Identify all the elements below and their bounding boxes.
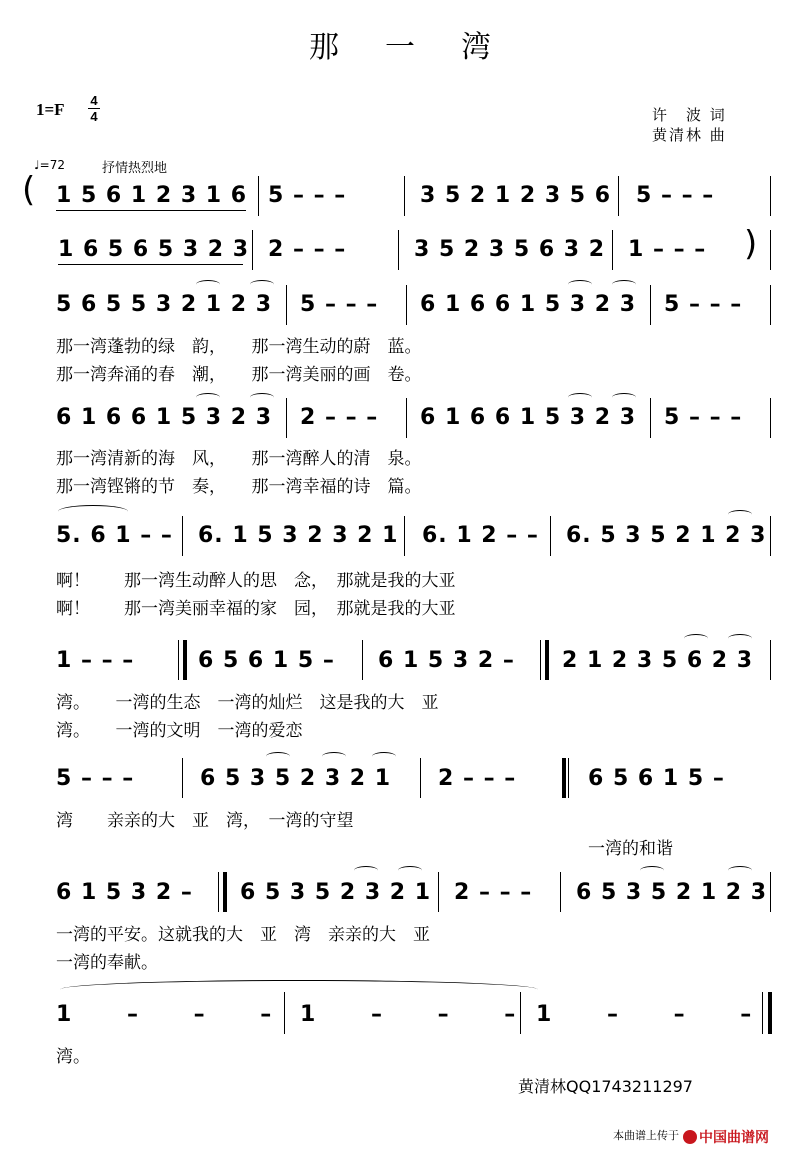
measure: 1 – – – [56, 1002, 296, 1027]
lyric-line: 湾。 [56, 1047, 90, 1067]
measure: 2 – – – [438, 766, 517, 791]
lyric-line: 啊！ 那一湾美丽幸福的家 园， 那就是我的大亚 [56, 599, 456, 619]
measure: 5 – – – [56, 766, 135, 791]
lyric-line: 湾。 一湾的生态 一湾的灿烂 这是我的大 亚 [56, 693, 439, 713]
close-paren: ) [744, 224, 758, 264]
lyric-line: 一湾的平安。这就我的大 亚 湾 亲亲的大 亚 [56, 925, 430, 945]
measure: 3 5 2 3 5 6 3 2 [414, 237, 606, 262]
measure: 6 1 6 6 1 5 3 2 3 [56, 405, 273, 430]
measure: 6 1 6 6 1 5 3 2 3 [420, 405, 637, 430]
measure: 5 – – – [664, 292, 743, 317]
measure: 1 – – – [300, 1002, 540, 1027]
measure: 6 1 5 3 2 – [378, 648, 515, 673]
measure: 6 5 6 1 5 – [588, 766, 725, 791]
measure: 6. 5 3 5 2 1 2 3 [566, 523, 767, 548]
lyric-line: 那一湾奔涌的春 潮， 那一湾美丽的画 卷。 [56, 365, 422, 385]
transcriber-credit: 黄清林QQ1743211297 [518, 1077, 693, 1096]
measure: 6. 1 5 3 2 3 2 1 [198, 523, 399, 548]
key-signature: 1=F [36, 100, 65, 119]
measure: 2 – – – [454, 880, 533, 905]
lyric-line: 湾。 一湾的文明 一湾的爱恋 [56, 721, 303, 741]
lyric-line: 那一湾清新的海 风， 那一湾醉人的清 泉。 [56, 449, 422, 469]
measure: 3 5 2 1 2 3 5 6 [420, 183, 612, 208]
measure: 2 – – – [268, 237, 347, 262]
measure: 6. 1 2 – – [422, 523, 539, 548]
tempo-marking: ♩=72 [34, 158, 65, 172]
measure: 6 5 3 5 2 3 2 1 [200, 766, 392, 791]
measure: 1 – – – [56, 648, 135, 673]
measure: 1 – – – [628, 237, 707, 262]
measure: 5 – – – [664, 405, 743, 430]
page-title: 那一湾 [309, 30, 537, 65]
lyric-line: 一湾的和谐 [588, 839, 673, 859]
upload-note: 本曲谱上传于 [613, 1129, 679, 1142]
measure: 1 – – – [536, 1002, 776, 1027]
logo-icon [683, 1130, 697, 1144]
measure: 6 1 5 3 2 – [56, 880, 193, 905]
lyric-line: 湾 亲亲的大 亚 湾， 一湾的守望 [56, 811, 354, 831]
composer-credit: 黄清林 曲 [652, 126, 727, 144]
lyricist-credit: 许 波 词 [652, 106, 727, 124]
open-paren: ( [22, 170, 36, 210]
measure: 5 – – – [636, 183, 715, 208]
expression-marking: 抒情热烈地 [102, 161, 168, 176]
time-signature [88, 94, 100, 123]
site-logo[interactable] [683, 1127, 769, 1147]
measure: 1 6 5 6 5 3 2 3 [58, 237, 250, 262]
measure: 2 – – – [300, 405, 379, 430]
measure: 1 5 6 1 2 3 1 6 [56, 183, 248, 208]
measure: 6 1 6 6 1 5 3 2 3 [420, 292, 637, 317]
time-sig-bottom: 4 [90, 109, 98, 124]
lyric-line: 那一湾蓬勃的绿 韵， 那一湾生动的蔚 蓝。 [56, 337, 422, 357]
measure: 6 5 6 1 5 – [198, 648, 335, 673]
lyric-line: 那一湾铿锵的节 奏， 那一湾幸福的诗 篇。 [56, 477, 422, 497]
measure: 5 6 5 5 3 2 1 2 3 [56, 292, 273, 317]
time-sig-top: 4 [90, 93, 98, 108]
lyric-line: 一湾的奉献。 [56, 953, 158, 973]
measure: 5 – – – [268, 183, 347, 208]
measure: 6 5 3 5 2 3 2 1 [240, 880, 432, 905]
measure: 5. 6 1 – – [56, 523, 173, 548]
measure: 5 – – – [300, 292, 379, 317]
lyric-line: 啊！ 那一湾生动醉人的思 念， 那就是我的大亚 [56, 571, 456, 591]
measure: 6 5 3 5 2 1 2 3 [576, 880, 768, 905]
site-logo-text: 中国曲谱网 [699, 1129, 769, 1145]
measure: 2 1 2 3 5 6 2 3 [562, 648, 754, 673]
